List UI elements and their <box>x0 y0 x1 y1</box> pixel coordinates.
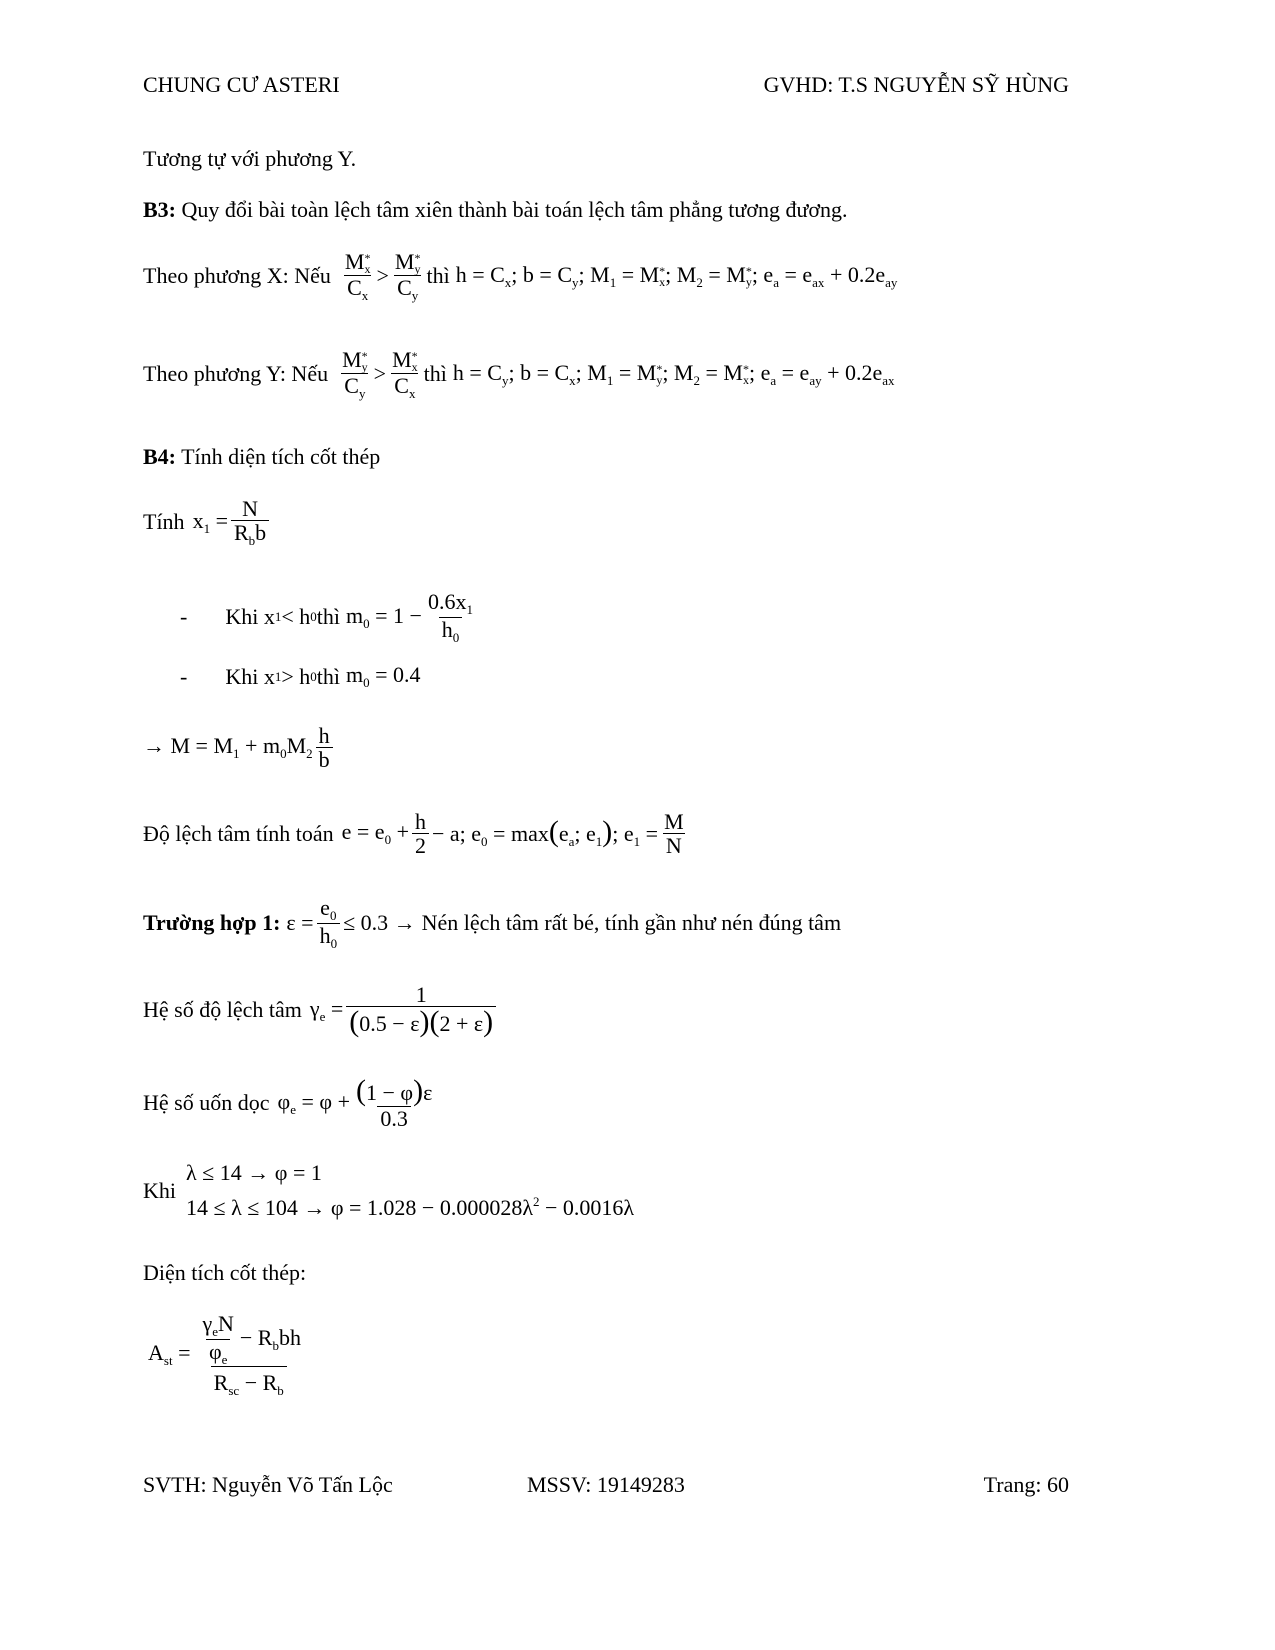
equation-x1: Tính $x_1$ = $\frac{N}{R_bb}$ <box>143 497 272 548</box>
footer-page-number: Trang: 60 <box>983 1472 1069 1497</box>
equation-direction-y: Theo phương Y: Nếu M * y $C_y$ > M * x $C_x$ thì $h = C_y$; $b = C_x$; $M_1 = M$ * y ; $M_2 = M$ * x ; $e_a = e_{ay} + 0.2e_{ax}$ <box>143 347 895 401</box>
condition-x1-greater: - Khi x 1 > h 0 thì $m_0 = 0.4$ <box>180 662 421 690</box>
header-right: GVHD: T.S NGUYỄN SỸ HÙNG <box>763 72 1069 97</box>
condition-lambda: Khi λ ≤ 14 → φ = 1 $14 \le \lambda \le 104 \to \varphi = 1.028 - 0.000028\lambda^2 - 0.0016\lambda$ <box>143 1160 635 1220</box>
intro-text: Tương tự với phương Y. <box>143 146 357 171</box>
area-lead: Diện tích cốt thép: <box>143 1260 307 1285</box>
equation-gamma-e: Hệ số độ lệch tâm $\gamma_e$ = $\frac{1}{(0.5 - \varepsilon)(2 + \varepsilon)}$ <box>143 983 499 1037</box>
equation-ast: $A_{st}$ = $\frac{\gamma_eN}{\varphi_e}$ − $R_bbh$ $R_{sc} - R_b$ <box>148 1311 301 1399</box>
footer-student-id: MSSV: 19149283 <box>527 1472 685 1497</box>
equation-phi-e: Hệ số uốn dọc $\varphi_e = \varphi$ + $\frac{(1 - \varphi)\varepsilon}{0.3}$ <box>143 1074 433 1131</box>
step-b4 <box>143 444 380 470</box>
step-b4-label: B4: <box>143 444 176 469</box>
equation-eccentricity: Độ lệch tâm tính toán $e = e_0$ + $\frac{h}{2}$ − a; $e_0 = \max(e_a$; $e_1$); $e_1$ = $\frac{M}{N}$ <box>143 809 684 859</box>
step-b3-label: B3: <box>143 197 176 222</box>
condition-x1-less: - Khi x 1 < h 0 thì $m_0 = 1$ − $\frac{0.6x_1}{h_0}$ <box>180 589 473 645</box>
fraction-mx-cx: M * x $C_x$ <box>344 249 371 303</box>
step-b4-text: Tính diện tích cốt thép <box>176 444 381 469</box>
equation-moment: → $M = M_1 + m_0M_2$ $\frac{h}{b}$ <box>143 724 336 771</box>
fraction-mx-cx-2: M * x $C_x$ <box>392 347 418 401</box>
equation-direction-x: Theo phương X: Nếu M * x $C_x$ > M * y $C_y$ thì $h = C_x$; $b = C_y$; $M_1 = M$ * x ; $M_2 = M$ * y ; $e_a = e_{ax} + 0.2e_{ay}$ <box>143 249 898 303</box>
fraction-my-cy: M * y $C_y$ <box>394 249 421 303</box>
header-left: CHUNG CƯ ASTERI <box>143 72 340 97</box>
footer-student: SVTH: Nguyễn Võ Tấn Lộc <box>143 1472 393 1497</box>
step-b3 <box>143 197 848 223</box>
step-b3-text: Quy đổi bài toàn lệch tâm xiên thành bài toán lệch tâm phẳng tương đương. <box>176 197 848 222</box>
fraction-my-cy-2: M * y $C_y$ <box>342 347 368 401</box>
case-1: Trường hợp 1: ε = $\frac{e_0}{h_0}$ ≤ 0.3 → Nén lệch tâm rất bé, tính gần như nén đúng tâm <box>143 895 842 951</box>
